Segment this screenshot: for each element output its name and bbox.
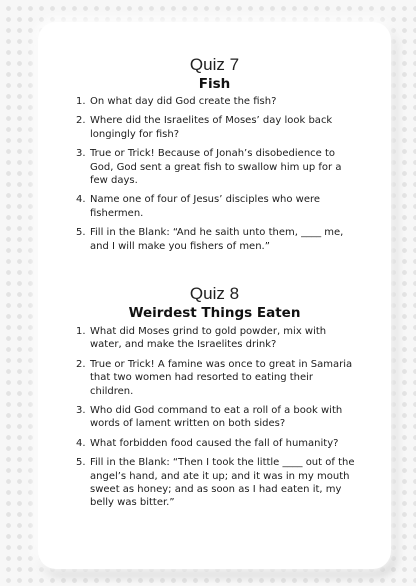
question-text: True or Trick! A famine was once to great in Samaria that two women had resorted to eating their children. xyxy=(90,358,353,397)
question-text: Where did the Israelites of Moses’ day look back longingly for fish? xyxy=(90,115,333,140)
question-item xyxy=(76,226,358,253)
question-number: 3. xyxy=(76,148,86,160)
question-text: What forbidden food caused the fall of humanity? xyxy=(90,437,339,449)
question-item xyxy=(76,437,358,450)
quiz-8-header xyxy=(38,284,391,322)
quiz-7-header xyxy=(38,55,391,93)
quiz-8-title: Weirdest Things Eaten xyxy=(128,305,301,321)
question-number: 1. xyxy=(76,96,86,107)
quiz-7-questions xyxy=(76,95,358,259)
question-item xyxy=(76,193,358,220)
quiz-card xyxy=(38,22,391,569)
question-number: 2. xyxy=(76,358,86,370)
question-item xyxy=(76,95,358,108)
question-item xyxy=(76,404,358,431)
question-text: What did Moses grind to gold powder, mix with water, and make the Israelites drink? xyxy=(90,326,327,351)
question-text: Who did God command to eat a roll of a book with words of lament written on both sides? xyxy=(90,405,343,430)
question-number: 5. xyxy=(76,227,86,239)
question-text: Name one of four of Jesus’ disciples who were fishermen. xyxy=(90,194,321,219)
question-text: On what day did God create the fish? xyxy=(90,96,277,107)
quiz-8-number: Quiz 8 xyxy=(189,284,240,303)
question-item xyxy=(76,358,358,398)
question-number: 5. xyxy=(76,457,86,469)
question-number: 2. xyxy=(76,115,86,127)
question-item xyxy=(76,147,358,187)
question-item xyxy=(76,325,358,352)
question-number: 4. xyxy=(76,437,86,449)
question-number: 3. xyxy=(76,405,86,417)
quiz-7-number: Quiz 7 xyxy=(189,55,240,74)
question-number: 4. xyxy=(76,194,86,206)
question-text: True or Trick! Because of Jonah’s disobedience to God, God sent a great fish to swallow him up for a few days. xyxy=(90,148,342,187)
question-number: 1. xyxy=(76,326,86,337)
quiz-8-questions xyxy=(76,325,358,516)
quiz-7-title: Fish xyxy=(198,76,231,92)
question-item xyxy=(76,456,358,510)
question-text: Fill in the Blank: “And he saith unto them, ____ me, and I will make you fishers of men.” xyxy=(90,227,344,252)
question-text: Fill in the Blank: “Then I took the little ____ out of the angel’s hand, and ate it up; and it was in my mouth sweet as honey; and as soon as I had eaten it, my belly was bitter.” xyxy=(90,457,355,509)
question-item xyxy=(76,114,358,141)
